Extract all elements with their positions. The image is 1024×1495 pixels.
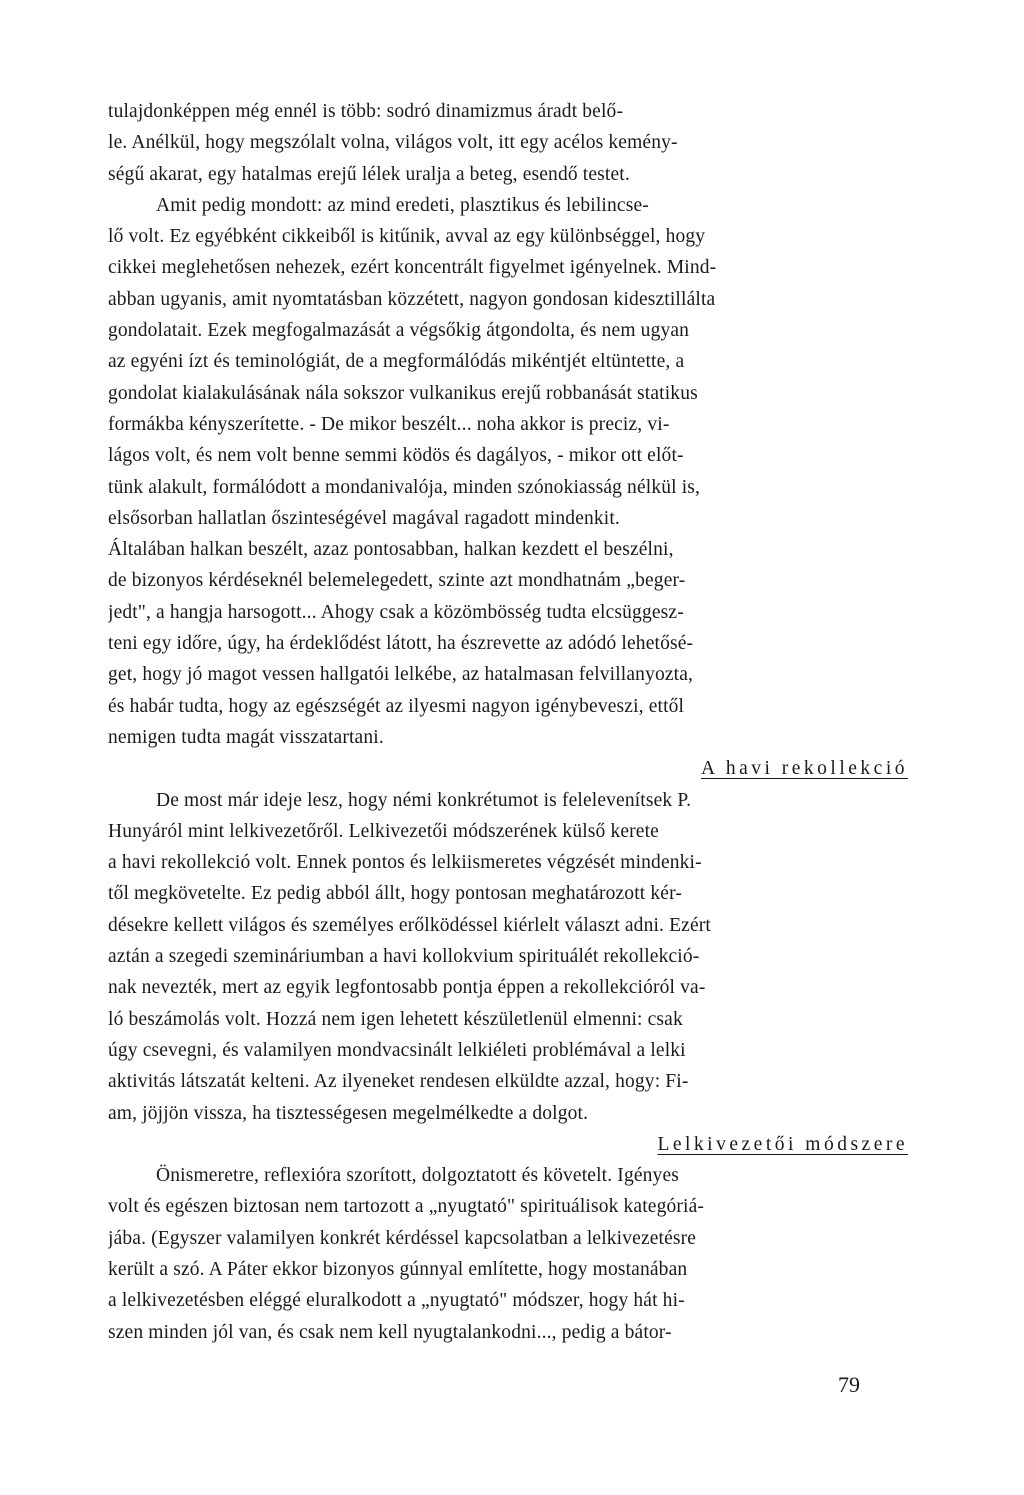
text-line: került a szó. A Páter ekkor bizonyos gúnnyal említette, hogy mostanában [108,1258,688,1280]
section-heading-text: Lelkivezetői módszere [657,1133,908,1155]
text-line: ségű akarat, egy hatalmas erejű lélek uralja a beteg, esendő testet. [108,163,630,185]
text-line: tünk alakult, formálódott a mondanivalója, minden szónokiasság nélkül is, [108,476,701,498]
text-line: nak nevezték, mert az egyik legfontosabb pontja éppen a rekollekcióról va- [108,977,706,999]
text-line: désekre kellett világos és személyes erőlködéssel kiérlelt választ adni. Ezért [108,914,711,936]
text-line: Amit pedig mondott: az mind eredeti, plasztikus és lebilincse- [156,194,649,216]
text-line: get, hogy jó magot vessen hallgatói lelkébe, az hatalmasan felvillanyozta, [108,664,694,686]
text-line: a havi rekollekció volt. Ennek pontos és lelkiismeretes végzését mindenki- [108,852,702,874]
text-line: teni egy időre, úgy, ha érdeklődést látott, ha észrevette az adódó lehetősé- [108,633,694,655]
text-line: az egyéni ízt és teminológiát, de a megformálódás mikéntjét eltüntette, a [108,351,685,373]
section-heading-text: A havi rekollekció [700,758,908,780]
text-line: nemigen tudta magát visszatartani. [108,726,384,748]
text-line: tulajdonképpen még ennél is több: sodró dinamizmus áradt belő- [108,101,624,122]
text-line: jedt", a hangja harsogott... Ahogy csak a közömbösség tudta elcsüggesz- [108,601,684,623]
text-line: le. Anélkül, hogy megszólalt volna, világos volt, itt egy acélos kemény- [108,132,678,154]
text-line: volt és egészen biztosan nem tartozott a „nyugtató" spirituálisok kategóriá- [108,1196,705,1218]
text-line: gondolat kialakulásának nála sokszor vulkanikus erejű robbanását statikus [108,382,698,404]
text-line: től megkövetelte. Ez pedig abból állt, hogy pontosan meghatározott kér- [108,883,682,905]
text-line: am, jöjjön vissza, ha tisztességesen megelmélkedte a dolgot. [108,1102,589,1124]
text-line: de bizonyos kérdéseknél belemelegedett, szinte azt mondhatnám „beger- [108,570,686,592]
text-line: szen minden jól van, és csak nem kell nyugtalankodni..., pedig a bátor- [108,1321,672,1343]
text-line: De most már ideje lesz, hogy némi konkrétumot is felelevenítsek P. [156,789,692,811]
text-line: ló beszámolás volt. Hozzá nem igen lehetett készületlenül elmenni: csak [108,1008,683,1030]
text-line: cikkei meglehetősen nehezek, ezért koncentrált figyelmet igényelnek. Mind- [108,257,717,279]
text-line: úgy csevegni, és valamilyen mondvacsinált lelkiéleti problémával a lelki [108,1039,686,1061]
text-line: Általában halkan beszélt, azaz pontosabban, halkan kezdett el beszélni, [108,539,674,561]
page-number: 79 [838,1372,860,1397]
text-line: a lelkivezetésben eléggé eluralkodott a „nyugtató" módszer, hogy hát hi- [108,1290,685,1312]
page-body [108,96,908,1348]
text-line: aktivitás látszatát kelteni. Az ilyeneket rendesen elküldte azzal, hogy: Fi- [108,1071,689,1093]
text-line: abban ugyanis, amit nyomtatásban közzétett, nagyon gondosan kidesztillálta [108,288,716,310]
text-line: lő volt. Ez egyébként cikkeiből is kitűnik, avval az egy különbséggel, hogy [108,226,706,248]
text-line: formákba kényszerítette. - De mikor beszélt... noha akkor is preciz, vi- [108,413,670,435]
text-line: és habár tudta, hogy az egészségét az ilyesmi nagyon igénybeveszi, ettől [108,695,685,717]
text-line: Hunyáról mint lelkivezetőről. Lelkivezetői módszerének külső kerete [108,820,659,842]
text-line: elsősorban hallatlan őszinteségével magával ragadott mindenkit. [108,507,620,529]
section-heading-spiritual-direction-method [108,1129,908,1160]
text-line: jába. (Egyszer valamilyen konkrét kérdéssel kapcsolatban a lelkivezetésre [108,1227,697,1249]
text-line: Önismeretre, reflexióra szorított, dolgoztatott és követelt. Igényes [156,1165,679,1187]
text-line: aztán a szegedi szemináriumban a havi kollokvium spirituálét rekollekció- [108,946,700,968]
text-line: lágos volt, és nem volt benne semmi ködös és dagályos, - mikor ott előt- [108,445,684,467]
text-line: gondolatait. Ezek megfogalmazását a végsőkig átgondolta, és nem ugyan [108,320,690,342]
section-heading-monthly-recollection [108,753,908,784]
